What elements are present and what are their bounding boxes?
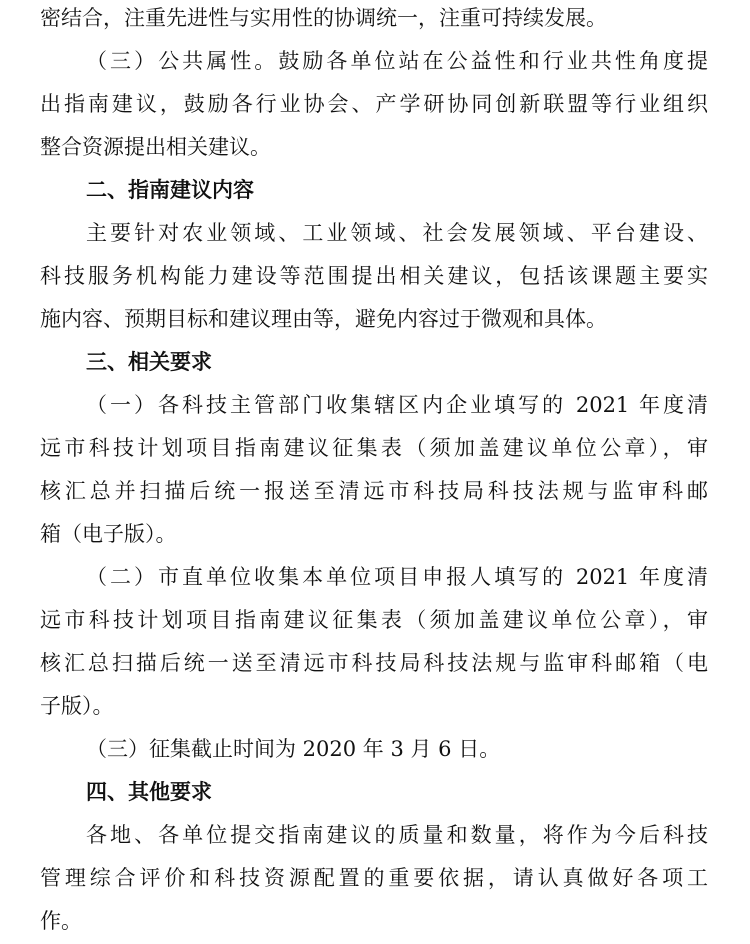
body-line: 整合资源提出相关建议。 [40,135,271,159]
body-line: 各地、各单位提交指南建议的质量和数量，将作为今后科技 [86,823,708,847]
body-line: （一）各科技主管部门收集辖区内企业填写的 2021 年度清 [86,393,708,417]
body-line: 施内容、预期目标和建议理由等，避免内容过于微观和具体。 [40,307,607,331]
section-heading: 四、其他要求 [86,780,212,804]
section-heading: 二、指南建议内容 [86,178,254,202]
body-line: （三）征集截止时间为 2020 年 3 月 6 日。 [86,737,501,761]
body-line: 密结合，注重先进性与实用性的协调统一，注重可持续发展。 [40,6,607,30]
body-line: 子版）。 [40,694,114,718]
body-line: 主要针对农业领域、工业领域、社会发展领域、平台建设、 [86,221,708,245]
body-line: 科技服务机构能力建设等范围提出相关建议，包括该课题主要实 [40,264,708,288]
body-line: 远市科技计划项目指南建议征集表（须加盖建议单位公章），审 [40,608,708,632]
section-heading: 三、相关要求 [86,350,212,374]
body-line: 出指南建议，鼓励各行业协会、产学研协同创新联盟等行业组织 [40,92,708,116]
body-line: （三）公共属性。鼓励各单位站在公益性和行业共性角度提 [86,49,708,73]
body-line: 作。 [40,909,82,933]
body-line: 箱（电子版）。 [40,522,177,546]
body-line: 远市科技计划项目指南建议征集表（须加盖建议单位公章），审 [40,436,708,460]
body-line: 管理综合评价和科技资源配置的重要依据，请认真做好各项工 [40,866,708,890]
body-line: 核汇总并扫描后统一报送至清远市科技局科技法规与监审科邮 [40,479,708,503]
body-line: （二）市直单位收集本单位项目申报人填写的 2021 年度清 [86,565,708,589]
body-line: 核汇总扫描后统一送至清远市科技局科技法规与监审科邮箱（电 [40,651,708,675]
